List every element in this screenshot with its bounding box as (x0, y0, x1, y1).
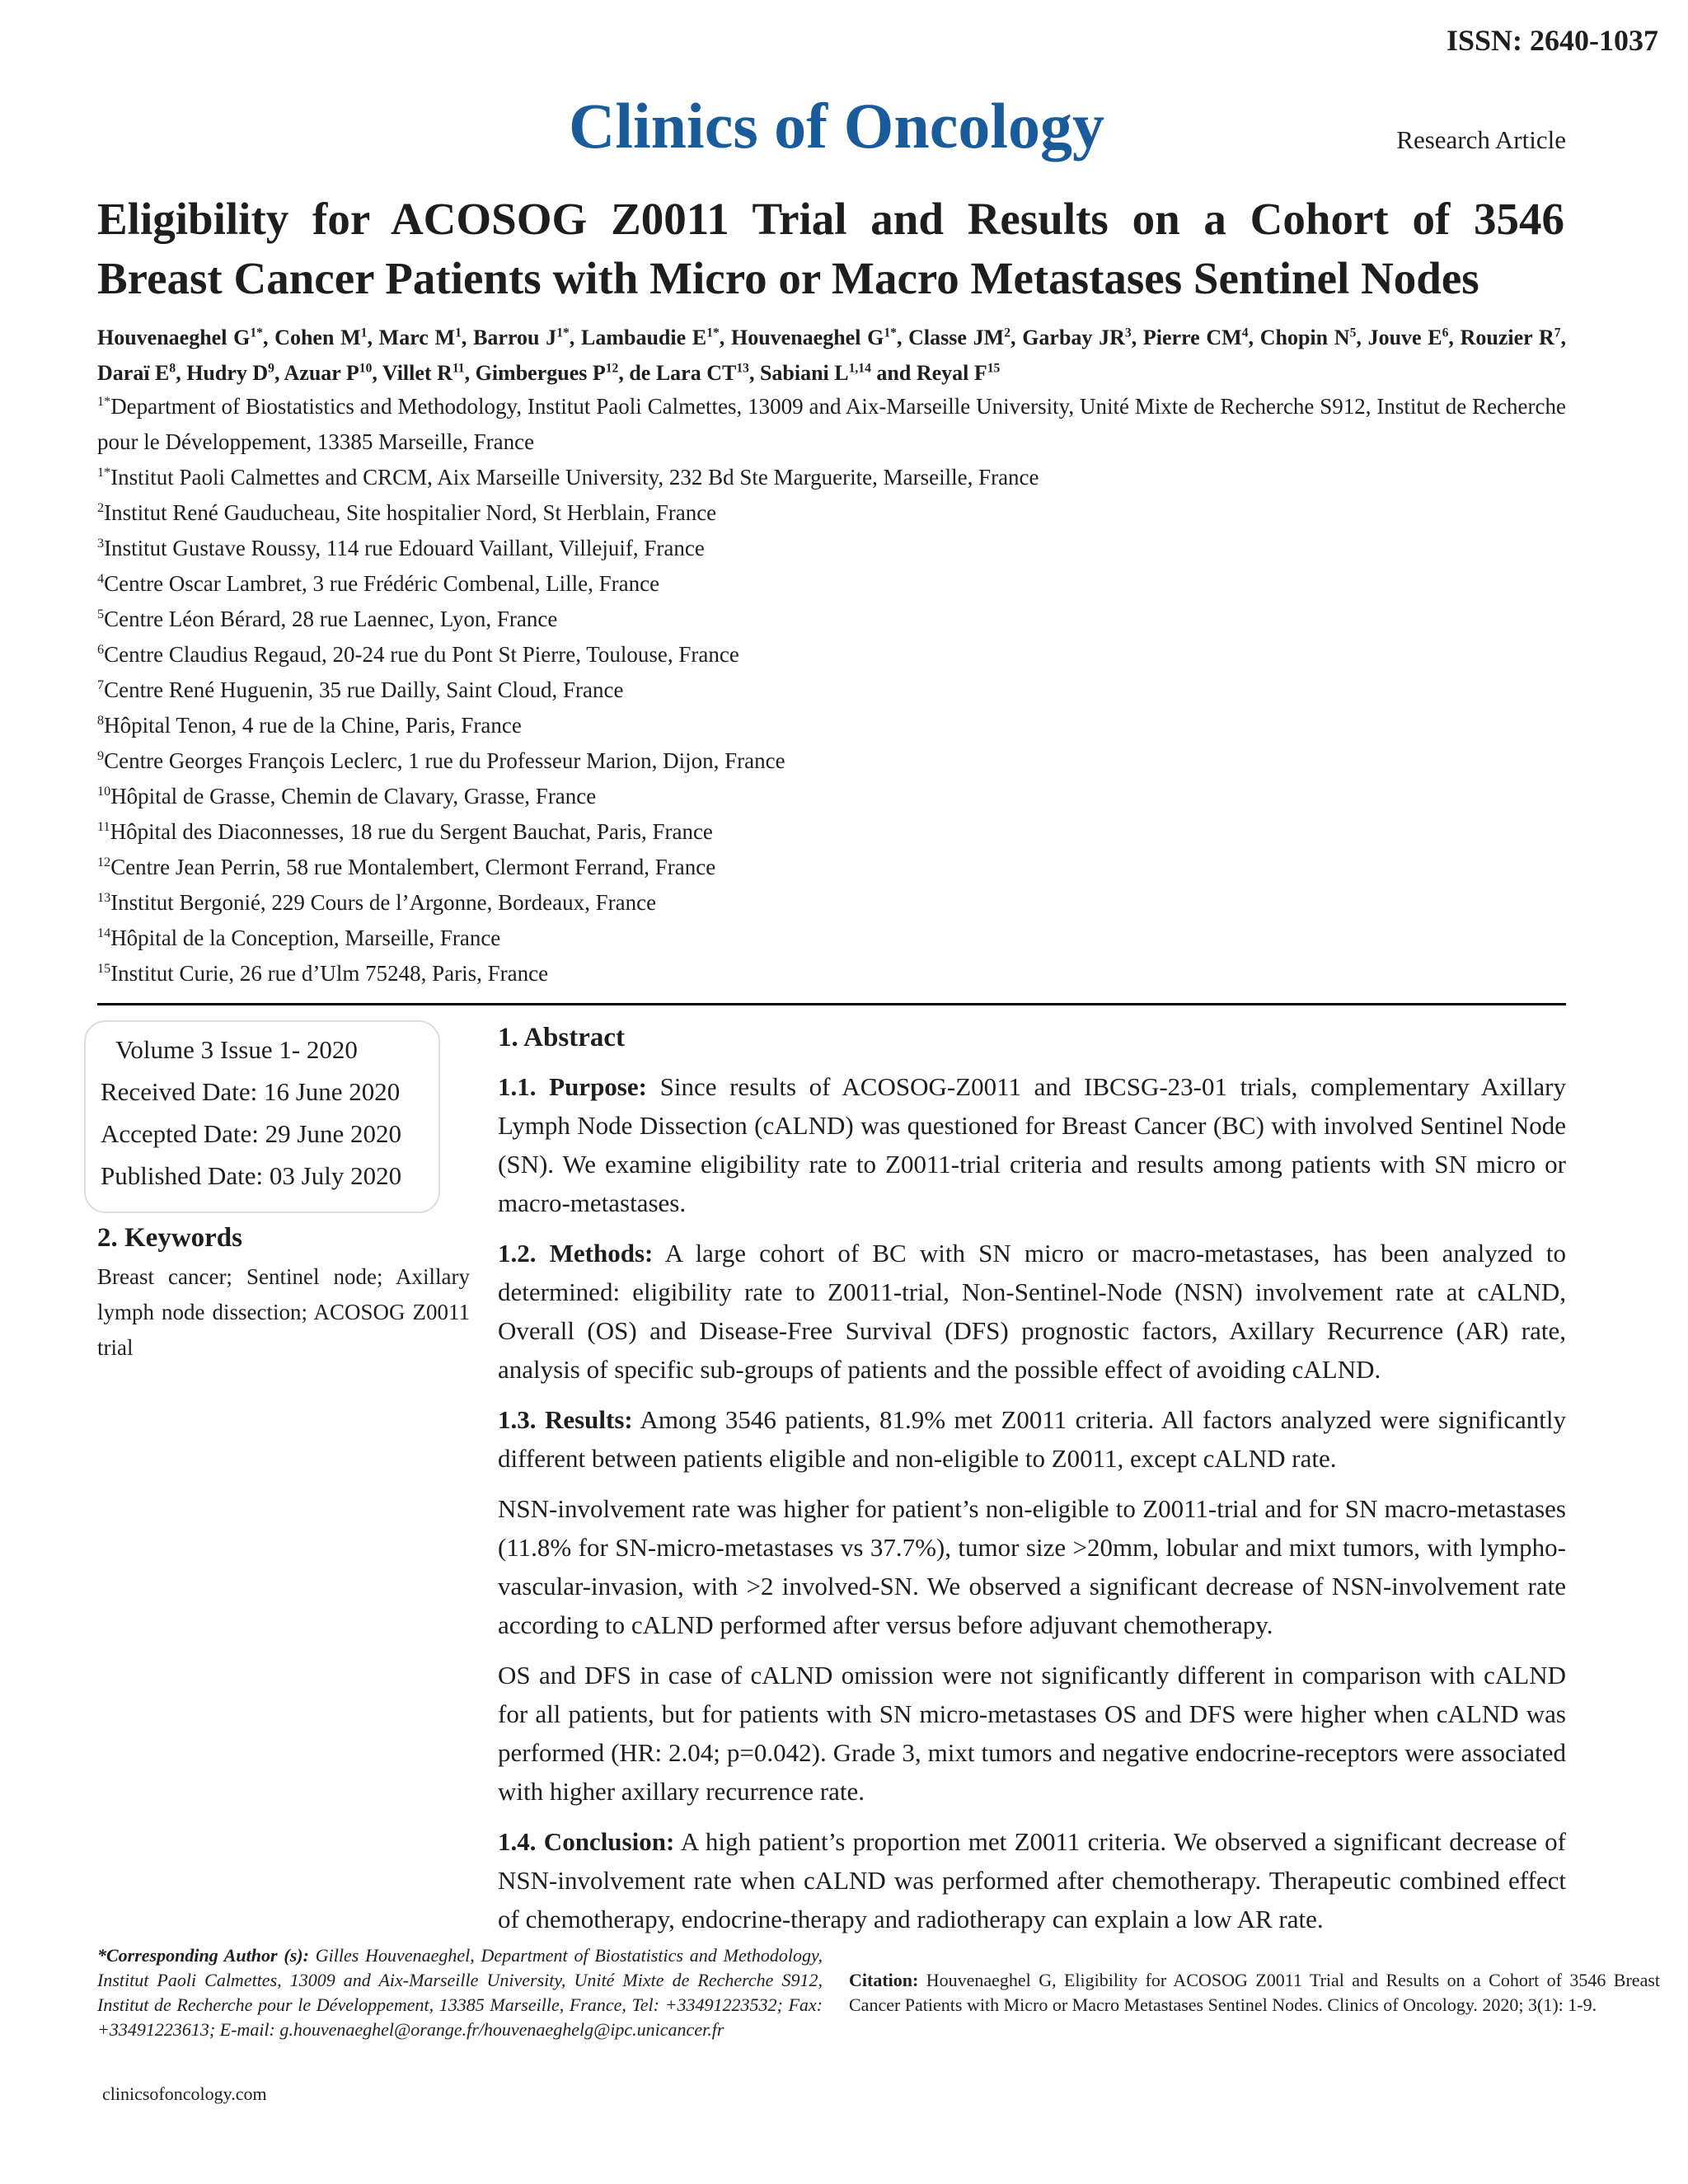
affiliation-sup: 13 (97, 890, 111, 905)
affiliation-sup: 14 (97, 926, 111, 940)
affiliation-text: Centre Jean Perrin, 58 rue Montalembert, Clermont Ferrand, France (110, 855, 716, 879)
citation-text: Houvenaeghel G, Eligibility for ACOSOG Z0011 Trial and Results on a Cohort of 3546 Breast Cancer Patients with Micro or Macro Metastases Sentinel Nodes. Clinics of Oncology. 2020; 3(1): 1-9. (849, 1970, 1661, 2015)
author-name: Pierre CM (1142, 326, 1242, 349)
affiliation-text: Hôpital Tenon, 4 rue de la Chine, Paris, France (104, 713, 522, 738)
affiliation-item (97, 743, 1566, 779)
author-name: Gimbergues P (475, 361, 606, 385)
author-affiliation-sup: 4 (1241, 326, 1249, 340)
author-affiliation-sup: 5 (1349, 326, 1357, 340)
author-affiliation-sup: 1 (455, 326, 462, 340)
abstract-purpose (498, 1067, 1566, 1222)
affiliation-text: Centre René Huguenin, 35 rue Dailly, Saint Cloud, France (104, 677, 624, 702)
paper-title (97, 190, 1564, 308)
abstract-conclusion (498, 1822, 1566, 1938)
abstract-results-p3: OS and DFS in case of cALND omission were not significantly different in comparison with cALND for all patients, but for patients with SN micro-metastases OS and DFS were higher when cALND was performed (HR: 2.04; p=0.042). Grade 3, mixt tumors and negative endocrine-receptors were associated with higher axillary recurrence rate. (498, 1661, 1566, 1806)
affiliation-item (97, 814, 1566, 850)
affiliation-item (97, 460, 1566, 495)
affiliation-item (97, 531, 1566, 566)
author-name: Azuar P (284, 361, 359, 385)
purpose-label: 1.1. Purpose: (498, 1072, 647, 1101)
affiliation-sup: 6 (97, 642, 105, 657)
abstract-results-p2: NSN-involvement rate was higher for patient’s non-eligible to Z0011-trial and for SN macro-metastases (11.8% for SN-micro-metastases vs 37.7%), tumor size >20mm, lobular and mixt tumors, with lympho-vascular-invasion, with >2 involved-SN. We observed a significant decrease of NSN-involvement rate according to cALND performed after versus before adjuvant chemotherapy. (498, 1494, 1566, 1639)
abstract-results (498, 1400, 1566, 1478)
citation-label: Citation: (849, 1970, 919, 1990)
results-text: Among 3546 patients, 81.9% met Z0011 criteria. All factors analyzed were significantly different between patients eligible and non-eligible to Z0011, except cALND rate. (498, 1405, 1567, 1473)
author-name: Houvenaeghel G (97, 326, 251, 349)
author-affiliation-sup: 6 (1442, 326, 1449, 340)
author-name: Cohen M (274, 326, 361, 349)
article-info-box (84, 1020, 440, 1213)
author-name: Rouzier R (1460, 326, 1554, 349)
affiliation-text: Institut René Gauducheau, Site hospitalier Nord, St Herblain, France (104, 500, 717, 525)
affiliation-item (97, 389, 1566, 460)
author-affiliation-sup: 9 (268, 361, 274, 376)
received-date: Received Date: 16 June 2020 (101, 1077, 401, 1106)
affiliation-text: Institut Gustave Roussy, 114 rue Edouard Vaillant, Villejuif, France (104, 536, 705, 560)
affiliation-item (97, 637, 1566, 673)
affiliation-sup: 15 (97, 961, 111, 976)
methods-text: A large cohort of BC with SN micro or macro-metastases, has been analyzed to determined: eligibility rate to Z0011-trial, Non-Sentinel-Node (NSN) involvement rate at cALND, Overall (OS) and Disease-Free Survival (DFS) prognostic factors, Axillary Recurrence (AR) rate, analysis of specific sub-groups of patients and the possible effect of avoiding cALND. (498, 1239, 1566, 1384)
author-affiliation-sup: 12 (605, 361, 619, 376)
conclusion-label: 1.4. Conclusion: (498, 1827, 675, 1856)
affiliation-text: Centre Claudius Regaud, 20-24 rue du Pont St Pierre, Toulouse, France (104, 642, 739, 667)
affiliation-sup: 2 (97, 500, 105, 515)
affiliation-text: Department of Biostatistics and Methodology, Institut Paoli Calmettes, 13009 and Aix-Marseille University, Unité Mixte de Recherche S912, Institut de Recherche pour le Développement, 13385 Marseille, France (97, 394, 1566, 454)
author-affiliation-sup: 3 (1124, 326, 1132, 340)
corresponding-text: Gilles Houvenaeghel, Department of Biostatistics and Methodology, Institut Paoli Calmettes, 13009 and Aix-Marseille University, Unité Mixte de Recherche S912, Institut de Recherche pour le Développement, 13385 Marseille, France, Tel: +33491223532; Fax: +33491223613; E-mail: g.houvenaeghel@orange.fr/houvenaeghelg@ipc.unicancer.fr (97, 1945, 823, 2040)
author-name: Classe JM (908, 326, 1005, 349)
keywords-text: Breast cancer; Sentinel node; Axillary lymph node dissection; ACOSOG Z0011 trial (97, 1264, 470, 1360)
author-affiliation-sup: 1,14 (848, 361, 871, 376)
affiliation-sup: 10 (97, 784, 111, 799)
author-name: Hudry D (186, 361, 269, 385)
affiliation-item (97, 885, 1566, 921)
affiliation-text: Centre Georges François Leclerc, 1 rue du Professeur Marion, Dijon, France (104, 748, 785, 773)
author-join-word: and (876, 361, 912, 385)
published-date: Published Date: 03 July 2020 (101, 1161, 402, 1190)
author-name: Chopin N (1259, 326, 1350, 349)
methods-label: 1.2. Methods: (498, 1239, 654, 1268)
affiliation-text: Hôpital de la Conception, Marseille, France (110, 926, 501, 950)
footer-site: clinicsofoncology.com (102, 2083, 267, 2104)
issn-label: ISSN: 2640-1037 (1446, 24, 1658, 57)
author-affiliation-sup: 11 (452, 361, 465, 376)
purpose-text: Since results of ACOSOG-Z0011 and IBCSG-23-01 trials, complementary Axillary Lymph Node Dissection (cALND) was questioned for Breast Cancer (BC) with involved Sentinel Node (SN). We examine eligibility rate to Z0011-trial criteria and results among patients with SN micro or macro-metastases. (498, 1072, 1567, 1217)
author-name: Villet R (382, 361, 452, 385)
results-label: 1.3. Results: (498, 1405, 633, 1434)
affiliation-sup: 1* (97, 465, 111, 480)
affiliation-text: Centre Léon Bérard, 28 rue Laennec, Lyon, France (104, 607, 558, 631)
corresponding-author (97, 1943, 823, 2042)
affiliation-text: Hôpital de Grasse, Chemin de Clavary, Grasse, France (110, 784, 597, 808)
affiliation-text: Institut Curie, 26 rue d’Ulm 75248, Paris, France (110, 961, 549, 986)
conclusion-text: A high patient’s proportion met Z0011 criteria. We observed a significant decrease of NSN-involvement rate when cALND was performed after chemotherapy. Therapeutic combined effect of chemotherapy, endocrine-therapy and radiotherapy can explain a low AR rate. (498, 1827, 1567, 1933)
citation-block (849, 1968, 1660, 2018)
corresponding-label: *Corresponding Author (s): (97, 1945, 309, 1966)
affiliation-item (97, 495, 1566, 531)
author-affiliation-sup: 1* (884, 326, 897, 340)
author-affiliation-sup: 1 (360, 326, 368, 340)
affiliation-sup: 3 (97, 536, 105, 551)
author-affiliation-sup: 1* (556, 326, 570, 340)
affiliation-item (97, 921, 1566, 956)
affiliation-text: Institut Bergonié, 229 Cours de l’Argonne, Bordeaux, France (110, 890, 657, 915)
journal-title: Clinics of Oncology (568, 90, 1104, 162)
author-name: Garbay JR (1022, 326, 1125, 349)
article-type: Research Article (1396, 125, 1566, 154)
author-list: Houvenaeghel $G^{1*}$, Cohen $M^1$, Marc $M^1$, Barrou $J^{1*}$, Lambaudie $E^{1*}$, Houvenaeghel $G^{1*}$, Classe $JM^2$, Garbay $JR^3$, Pierre $CM^4$, Chopin $N^5$, Jouve $E^6$, Rouzier $R^7$, Daraï $E^8$, Hudry $D^9$, Azuar $P^{10}$, Villet $R^{11}$, Gimbergues $P^{12}$, de Lara CT$^{13}$, Sabiani L$^{1,14}$ and Reyal $F^{15}$ (97, 326, 1567, 385)
affiliation-item (97, 708, 1566, 743)
author-name: Jouve E (1367, 326, 1442, 349)
author-affiliation-sup: 15 (987, 361, 1001, 376)
affiliation-sup: 9 (97, 748, 105, 763)
volume-issue: Volume 3 Issue 1- 2020 (115, 1035, 358, 1064)
affiliation-text: Hôpital des Diaconnesses, 18 rue du Sergent Bauchat, Paris, France (110, 819, 713, 844)
author-name: Lambaudie E (580, 326, 707, 349)
author-name: Reyal F (916, 361, 987, 385)
author-name: de Lara CT (629, 361, 737, 385)
affiliation-sup: 1* (97, 394, 111, 409)
author-affiliation-sup: 13 (736, 361, 749, 376)
author-affiliation-sup: 1* (250, 326, 263, 340)
header-divider (97, 1003, 1566, 1005)
affiliation-item (97, 850, 1566, 885)
author-affiliation-sup: 10 (359, 361, 373, 376)
affiliation-text: Centre Oscar Lambret, 3 rue Frédéric Combenal, Lille, France (104, 571, 660, 596)
author-affiliation-sup: 8 (169, 361, 176, 376)
author-name: Marc M (378, 326, 456, 349)
affiliation-sup: 12 (97, 855, 111, 869)
abstract-methods (498, 1234, 1566, 1389)
abstract-section (498, 1019, 1566, 1950)
author-name: Daraï E (97, 361, 170, 385)
author-name: Barrou J (473, 326, 557, 349)
affiliation-item (97, 779, 1566, 814)
affiliation-sup: 5 (97, 607, 105, 621)
affiliation-text: Institut Paoli Calmettes and CRCM, Aix Marseille University, 232 Bd Ste Marguerite, Marseille, France (110, 465, 1039, 490)
affiliation-sup: 4 (97, 571, 105, 586)
author-name: Sabiani L (759, 361, 849, 385)
keywords-heading: 2. Keywords (97, 1223, 242, 1253)
affiliation-item (97, 956, 1566, 991)
affiliation-list (97, 389, 1566, 991)
affiliation-item (97, 602, 1566, 637)
affiliation-item (97, 566, 1566, 602)
affiliation-sup: 7 (97, 677, 105, 692)
author-name: Houvenaeghel G (730, 326, 884, 349)
abstract-heading: 1. Abstract (498, 1023, 625, 1052)
paper-title-line-1: Eligibility for ACOSOG Z0011 Trial and Results on a Cohort of 3546 (97, 194, 1564, 244)
affiliation-item (97, 673, 1566, 708)
affiliation-sup: 11 (97, 819, 110, 834)
author-affiliation-sup: 2 (1004, 326, 1010, 340)
affiliation-sup: 8 (97, 713, 105, 728)
author-affiliation-sup: 1* (706, 326, 720, 340)
accepted-date: Accepted Date: 29 June 2020 (101, 1119, 401, 1148)
author-affiliation-sup: 7 (1554, 326, 1561, 340)
paper-title-line-2: Breast Cancer Patients with Micro or Macro Metastases Sentinel Nodes (97, 253, 1479, 303)
